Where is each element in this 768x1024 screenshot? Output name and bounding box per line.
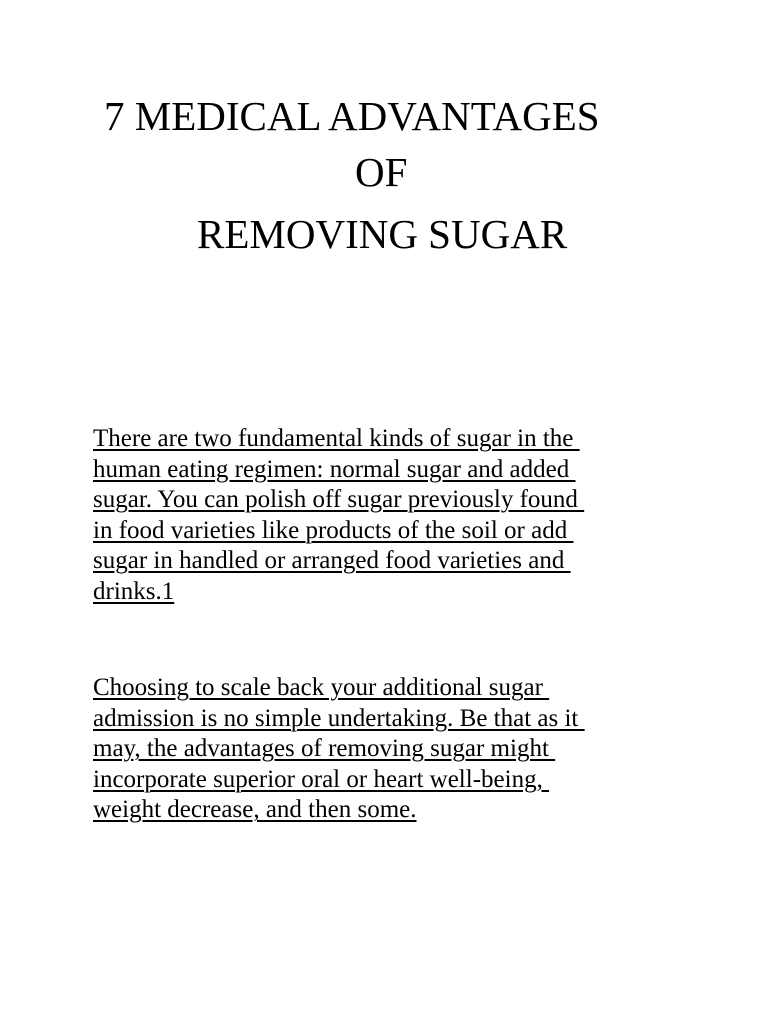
text-line <box>93 795 693 826</box>
text-line <box>93 424 693 455</box>
text-line <box>93 516 693 547</box>
text-line <box>93 485 693 516</box>
text-line <box>93 546 693 577</box>
text-line-content: sugar in handled or arranged food varieties and <box>93 547 571 574</box>
text-line-content: in food varieties like products of the soil or add <box>93 516 574 544</box>
title-line-2: OF <box>355 149 408 195</box>
text-line <box>93 704 693 735</box>
text-line-content: There are two fundamental kinds of sugar in the <box>93 425 580 452</box>
paragraph-sugar-kinds <box>93 424 693 607</box>
text-line <box>93 577 693 608</box>
title-line-3: REMOVING SUGAR <box>197 211 568 257</box>
paragraph-advantages <box>93 673 693 826</box>
text-line-content: Choosing to scale back your additional sugar <box>93 674 550 701</box>
text-line-content: admission is no simple undertaking. Be that as it <box>93 704 585 732</box>
text-line-content: drinks.1 <box>93 577 175 605</box>
text-line-content: weight decrease, and then some. <box>93 796 417 823</box>
text-line-content: incorporate superior oral or heart well-being, <box>93 765 550 793</box>
text-line <box>93 734 693 765</box>
text-line-content: may, the advantages of removing sugar might <box>93 735 556 762</box>
text-line <box>93 765 693 796</box>
text-line <box>93 455 693 486</box>
title-line-1: 7 MEDICAL ADVANTAGES <box>104 93 600 139</box>
text-line-content: human eating regimen: normal sugar and added <box>93 455 576 483</box>
text-line-content: sugar. You can polish off sugar previously found <box>93 486 585 513</box>
text-line <box>93 673 693 704</box>
